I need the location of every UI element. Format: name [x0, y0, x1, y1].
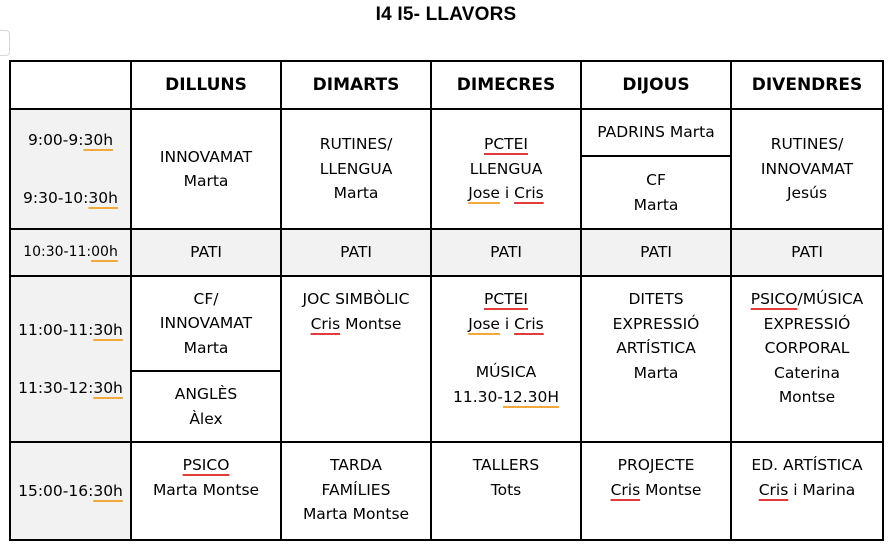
table-row: [10, 109, 883, 156]
subject-label: ANGLÈS: [174, 385, 238, 403]
schedule-cell-thursday: [581, 442, 731, 540]
time-label: 11:30-12:30h: [18, 378, 123, 397]
schedule-cell-monday: [131, 442, 281, 540]
table-row: [10, 276, 883, 371]
teacher-label: Marta: [633, 363, 679, 382]
table-row: [10, 442, 883, 540]
break-cell-wednesday: PATI: [431, 229, 581, 276]
time-label: 9:30-10:30h: [23, 189, 118, 207]
subject-label: PCTEI: [483, 135, 528, 154]
day-header-monday: DILLUNS: [131, 61, 281, 109]
subject-label: INNOVAMAT: [159, 314, 253, 333]
subject-label: PCTEI: [483, 290, 528, 308]
break-cell-friday: PATI: [731, 229, 883, 276]
table-row-break: [10, 229, 883, 276]
subject-label: MÚSICA: [475, 363, 537, 381]
schedule-cell-tuesday: [281, 276, 431, 442]
schedule-cell-monday-bottom: [131, 371, 281, 442]
subject-label: ED. ARTÍSTICA: [751, 456, 863, 474]
time-cell: [10, 276, 131, 442]
schedule-cell-thursday: [581, 276, 731, 442]
subject-label: EXPRESSIÓ: [763, 314, 851, 333]
subject-label: CORPORAL: [764, 339, 850, 357]
subject-label: INNOVAMAT: [159, 147, 253, 166]
header-row: [10, 61, 883, 109]
subject-label: RUTINES/: [319, 135, 393, 154]
teacher-label: Jesús: [786, 184, 828, 203]
teacher-label: Marta Montse: [302, 505, 410, 523]
schedule-cell-wednesday: [431, 276, 581, 442]
break-cell-tuesday: PATI: [281, 229, 431, 276]
subject-label: FAMÍLIES: [321, 480, 391, 499]
schedule-cell-monday-top: [131, 276, 281, 371]
subject-label: PROJECTE: [617, 456, 695, 474]
schedule-cell-monday: [131, 109, 281, 229]
page-title: I4 I5- LLAVORS: [375, 4, 517, 25]
time-cell: [10, 442, 131, 540]
subject-label: LLENGUA: [469, 159, 543, 178]
teacher-label: Jose i Cris: [468, 314, 544, 333]
schedule-cell-friday: [731, 276, 883, 442]
schedule-cell-tuesday: [281, 442, 431, 540]
teacher-label: Àlex: [189, 409, 223, 428]
subject-label: PSICO/MÚSICA: [750, 290, 864, 308]
teacher-label: Cris i Marina: [758, 480, 856, 499]
subject-label: TARDA: [330, 456, 382, 474]
break-cell-thursday: PATI: [581, 229, 731, 276]
teacher-label: Marta: [183, 172, 229, 190]
time-label: 11:00-11:30h: [18, 321, 123, 339]
subject-label: CF: [646, 171, 666, 189]
time-label: 9:00-9:30h: [27, 130, 114, 149]
schedule-table: [9, 60, 884, 541]
subject-label: LLENGUA: [319, 159, 393, 178]
time-label: 15:00-16:30h: [18, 481, 123, 500]
teacher-label: Marta: [633, 195, 679, 214]
teacher-label: Marta: [183, 338, 229, 357]
teacher-label: Marta Montse: [152, 480, 260, 499]
teacher-label: Caterina: [774, 363, 840, 382]
subject-label: DITETS: [628, 290, 684, 308]
schedule-cell-thursday-top: [581, 109, 731, 156]
day-header-tuesday: DIMARTS: [281, 61, 431, 109]
subject-label: PADRINS Marta: [597, 123, 715, 142]
teacher-label: Cris Montse: [610, 480, 702, 499]
teacher-label: Marta: [333, 184, 379, 203]
day-header-wednesday: DIMECRES: [431, 61, 581, 109]
corner-cell: [10, 61, 131, 109]
schedule-cell-thursday-bottom: [581, 156, 731, 229]
subject-label: EXPRESSIÓ: [612, 314, 700, 333]
day-header-thursday: DIJOUS: [581, 61, 731, 109]
schedule-cell-friday: [731, 109, 883, 229]
day-header-friday: DIVENDRES: [731, 61, 883, 109]
schedule-cell-wednesday: [431, 442, 581, 540]
schedule-cell-wednesday: [431, 109, 581, 229]
break-cell-monday: PATI: [131, 229, 281, 276]
teacher-label: Jose i Cris: [468, 184, 544, 203]
time-cell: [10, 109, 131, 229]
subject-label: CF/: [193, 289, 219, 308]
subject-label: PSICO: [182, 456, 230, 474]
schedule-cell-friday: [731, 442, 883, 540]
teacher-label: Montse: [778, 388, 836, 406]
time-note: 11.30-12.30H: [453, 387, 559, 406]
subject-label: TALLERS: [472, 456, 540, 474]
selection-handle[interactable]: [0, 30, 10, 56]
subject-label: JOC SIMBÒLIC: [302, 290, 410, 308]
teacher-label: Cris Montse: [310, 314, 402, 333]
schedule-cell-tuesday: [281, 109, 431, 229]
time-cell: 10:30-11:00h: [10, 229, 131, 276]
teacher-label: Tots: [490, 480, 522, 499]
subject-label: ARTÍSTICA: [616, 339, 696, 357]
subject-label: INNOVAMAT: [760, 159, 854, 178]
subject-label: RUTINES/: [770, 135, 844, 154]
